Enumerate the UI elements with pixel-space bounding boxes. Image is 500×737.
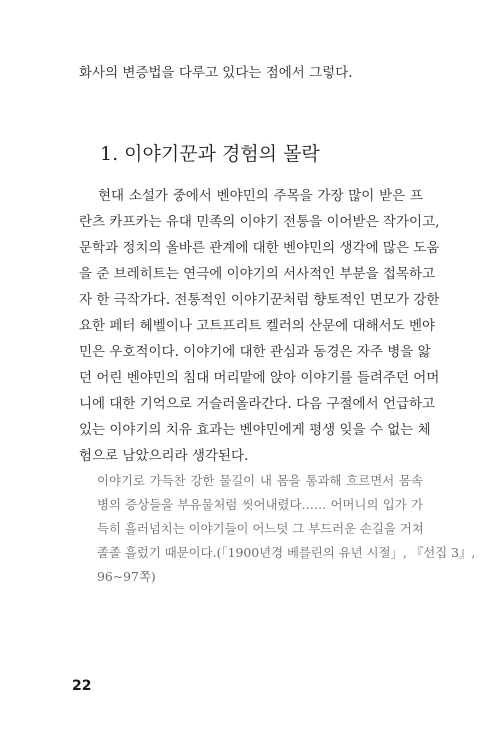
body-line: 니에 대한 기억으로 거슬러올라간다. 다음 구절에서 언급하고 <box>79 396 436 412</box>
body-line: 민은 우호적이다. 이야기에 대한 관심과 동경은 자주 병을 앓 <box>79 344 431 360</box>
body-paragraph <box>79 183 440 469</box>
section-heading: 1. 이야기꾼과 경험의 몰락 <box>100 143 320 165</box>
quote-line: 이야기로 가득찬 강한 물길이 내 몸을 통과해 흐르면서 몸속 <box>97 473 423 488</box>
quote-line: 96~97쪽) <box>97 569 156 584</box>
top-text-line: 화사의 변증법을 다루고 있다는 점에서 그렇다. <box>79 65 353 81</box>
body-line: 던 어린 벤야민의 침대 머리맡에 앉아 이야기를 들려주던 어머 <box>79 370 440 386</box>
block-quote <box>97 469 476 589</box>
body-line: 문학과 정치의 올바른 관계에 대한 벤야민의 생각에 많은 도움 <box>79 240 440 256</box>
body-line: 현대 소설가 중에서 벤야민의 주목을 가장 많이 받은 프 <box>98 188 423 204</box>
page-number: 22 <box>72 678 92 694</box>
quote-line: 병의 증상들을 부유물처럼 씻어내렸다…… 어머니의 입가 가 <box>97 497 423 512</box>
body-line: 자 한 극작가다. 전통적인 이야기꾼처럼 향토적인 면모가 강한 <box>79 292 440 308</box>
body-line: 요한 페터 헤벨이나 고트프리트 켈러의 산문에 대해서도 벤야 <box>79 318 436 334</box>
quote-line: 득히 흘러넘치는 이야기들이 어느덧 그 부드러운 손길을 거쳐 <box>97 521 424 536</box>
quote-line: 졸졸 흘렀기 때문이다.(「1900년경 베를린의 유년 시절」, 『선집 3』, <box>97 545 476 560</box>
body-line: 을 준 브레히트는 연극에 이야기의 서사적인 부분을 접목하고 <box>79 266 436 282</box>
body-line: 란츠 카프카는 유대 민족의 이야기 전통을 이어받은 작가이고, <box>79 214 440 230</box>
body-line: 험으로 남았으리라 생각된다. <box>79 448 249 464</box>
body-line: 있는 이야기의 치유 효과는 벤야민에게 평생 잊을 수 없는 체 <box>79 422 431 438</box>
